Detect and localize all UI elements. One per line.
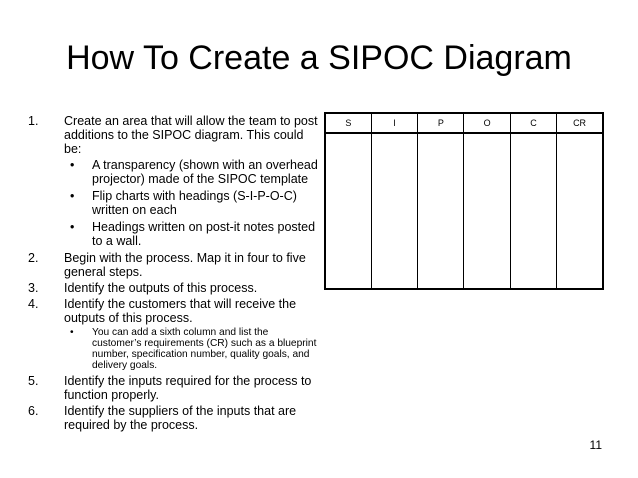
table-cell bbox=[325, 133, 371, 289]
step-text: Create an area that will allow the team to post additions to the SIPOC diagram. This could be: bbox=[64, 114, 318, 156]
step-text: Begin with the process. Map it in four to five general steps. bbox=[64, 251, 306, 279]
column-header-cr: CR bbox=[557, 113, 603, 133]
table-cell bbox=[510, 133, 556, 289]
table-body-row bbox=[325, 133, 603, 289]
step-text: Identify the inputs required for the process to function properly. bbox=[64, 374, 312, 402]
sub-item-text: Headings written on post-it notes posted to a wall. bbox=[92, 220, 316, 248]
sipoc-template-table bbox=[324, 112, 604, 290]
sub-item-text: You can add a sixth column and list the customer’s requirements (CR) such as a blueprint number, specification number, quality goals, and delivery goals. bbox=[92, 327, 317, 371]
sub-item bbox=[64, 158, 318, 186]
sub-list bbox=[64, 158, 318, 248]
step-item bbox=[28, 297, 318, 371]
step-number: 5. bbox=[28, 374, 39, 388]
table-cell bbox=[464, 133, 510, 289]
step-item bbox=[28, 404, 318, 432]
bullet-icon: • bbox=[70, 327, 74, 338]
column-header-i: I bbox=[371, 113, 417, 133]
step-text: Identify the customers that will receive the outputs of this process. bbox=[64, 297, 297, 325]
sub-list bbox=[64, 327, 318, 371]
step-text: Identify the outputs of this process. bbox=[64, 281, 258, 295]
step-item bbox=[28, 114, 318, 248]
table-header-row bbox=[325, 113, 603, 133]
step-number: 1. bbox=[28, 114, 39, 128]
step-number: 2. bbox=[28, 251, 39, 265]
sub-item bbox=[64, 220, 318, 248]
step-number: 6. bbox=[28, 404, 39, 418]
column-header-o: O bbox=[464, 113, 510, 133]
table-cell bbox=[371, 133, 417, 289]
step-number: 3. bbox=[28, 281, 39, 295]
table-cell bbox=[557, 133, 603, 289]
slide-title: How To Create a SIPOC Diagram bbox=[66, 39, 572, 77]
bullet-icon: • bbox=[70, 158, 75, 172]
bullet-icon: • bbox=[70, 189, 75, 203]
step-item bbox=[28, 251, 318, 279]
step-item bbox=[28, 281, 318, 295]
sub-item-text: A transparency (shown with an overhead projector) made of the SIPOC template bbox=[92, 158, 318, 186]
column-header-s: S bbox=[325, 113, 371, 133]
table-cell bbox=[418, 133, 464, 289]
bullet-icon: • bbox=[70, 220, 75, 234]
sub-item-text: Flip charts with headings (S-I-P-O-C) written on each bbox=[92, 189, 297, 217]
column-header-p: P bbox=[418, 113, 464, 133]
step-item bbox=[28, 374, 318, 402]
sub-item bbox=[64, 327, 318, 371]
step-text: Identify the suppliers of the inputs that are required by the process. bbox=[64, 404, 297, 432]
page-number: 11 bbox=[589, 438, 602, 452]
column-header-c: C bbox=[510, 113, 556, 133]
sub-item bbox=[64, 189, 318, 217]
steps-list bbox=[28, 114, 318, 434]
step-number: 4. bbox=[28, 297, 39, 311]
